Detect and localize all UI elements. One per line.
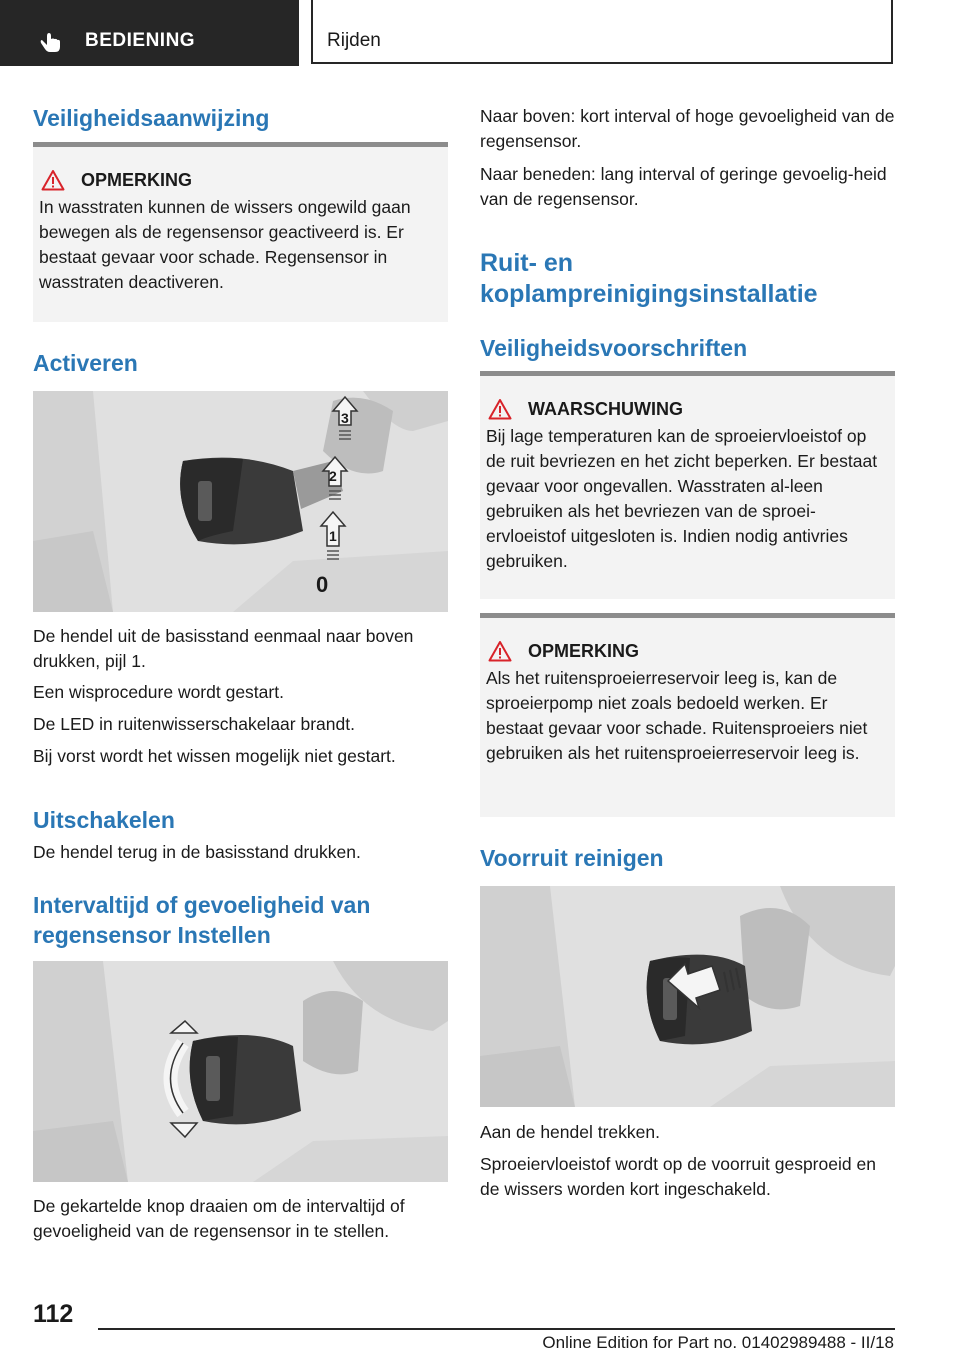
warning-box [480,371,895,599]
heading-regulations: Veiligheidsvoorschriften [480,335,748,361]
section-title: BEDIENING [85,30,196,51]
text-led: De LED in ruitenwisserschakelaar brandt. [33,714,355,734]
chapter-tab [311,0,893,64]
figure-label-1: 1 [329,528,337,544]
text-knob: De gekartelde knop draaien om de intervaltijd of gevoeligheid van de regensensor in te stellen. [33,1196,405,1241]
heading-off: Uitschakelen [33,807,175,833]
text-off: De hendel terug in de basisstand drukken. [33,842,361,862]
figure-label-3: 3 [341,410,349,426]
text-start: Een wisprocedure wordt gestart. [33,682,284,702]
note-title-text-2: OPMERKING [528,640,640,661]
figure-label-2: 2 [329,468,337,484]
heading-wash-system: Ruit- en koplampreinigingsinstallatie [480,249,818,308]
text-press: De hendel uit de basisstand eenmaal naar boven drukken, pijl 1. [33,626,414,671]
warning-title [486,398,885,420]
note-box-2 [480,613,895,817]
edition-info: Online Edition for Part no. 01402989488 - II/18 [542,1333,894,1352]
warning-title-text: WAARSCHUWING [528,398,683,419]
hand-icon [38,27,64,53]
section-tab [0,0,299,66]
warning-icon [41,169,65,191]
footer-divider [98,1328,895,1330]
note-box [33,142,448,322]
page-number: 112 [33,1300,74,1328]
heading-safety: Veiligheidsaanwijzing [33,105,270,131]
chapter-title: Rijden [327,30,381,51]
text-down: Naar beneden: lang interval of geringe gevoelig-heid van de regensensor. [480,164,887,209]
warning-icon [488,640,512,662]
note-text: In wasstraten kunnen de wissers ongewild gaan bewegen als de regensensor geactiveerd is. Er bestaat gevaar voor schade. Regensensor in wasstraten deactiveren. [39,197,411,292]
text-pull: Aan de hendel trekken. [480,1122,660,1142]
figure-label-0: 0 [316,572,329,597]
note-title-2 [486,640,885,662]
text-spray: Sproeiervloeistof wordt op de voorruit gesproeid en de wissers worden kort ingeschakeld. [480,1154,876,1199]
figure-stalk-activate [33,391,448,612]
heading-clean-windshield: Voorruit reinigen [480,845,664,871]
heading-activate: Activeren [33,350,138,376]
figure-stalk-pull [480,886,895,1107]
warning-icon [488,398,512,420]
text-frost: Bij vorst wordt het wissen mogelijk niet gestart. [33,746,396,766]
note-title-text: OPMERKING [81,169,193,190]
figure-knob-interval [33,961,448,1182]
heading-interval: Intervaltijd of gevoeligheid van regensensor Instellen [33,892,371,948]
warning-text: Bij lage temperaturen kan de sproeiervloeistof op de ruit bevriezen en het zicht beperken. Er bestaat gevaar voor ongevallen. Wasstraten al-leen gebruiken als het bevriezen van de sproei-ervloeistof uitgesloten is. Indien nodig antivries gebruiken. [486,426,878,571]
note-text-2: Als het ruitensproeierreservoir leeg is, kan de sproeierpomp niet zoals bedoeld werken. Er bestaat gevaar voor schade. Ruitensproeiers niet gebruiken als het ruitensproeierreservoir leeg is. [486,668,868,763]
text-up: Naar boven: kort interval of hoge gevoeligheid van de regensensor. [480,106,895,151]
note-title [39,169,438,191]
